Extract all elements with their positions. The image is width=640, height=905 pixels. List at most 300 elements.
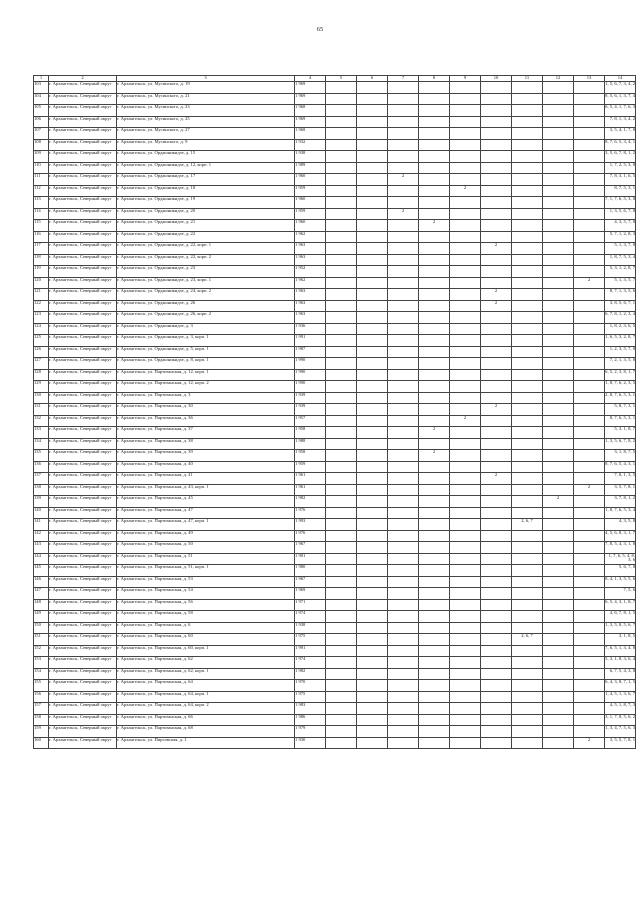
col14-cell: 4, 3, 5, 8	[605, 519, 636, 531]
col9-cell	[450, 93, 481, 105]
col11-cell	[512, 496, 543, 508]
year-cell: 1 976	[295, 507, 326, 519]
table-row	[34, 484, 636, 496]
col12-cell	[543, 588, 574, 600]
address-cell: г. Архангельск, ул. Партизанская, д. 64	[117, 680, 295, 692]
col8-cell	[419, 404, 450, 416]
address-cell: г. Архангельск, ул. Партизанская, д. 40	[117, 461, 295, 473]
col11-cell	[512, 645, 543, 657]
col6-cell	[357, 139, 388, 151]
col11-cell	[512, 553, 543, 565]
col10-cell	[481, 450, 512, 462]
table-row	[34, 185, 636, 197]
col9-cell	[450, 231, 481, 243]
col13-cell	[574, 507, 605, 519]
col9-cell	[450, 427, 481, 439]
column-header-7: 7	[388, 76, 419, 82]
district-cell: г. Архангельск, Северный округ	[49, 576, 117, 588]
year-cell: 1 959	[295, 208, 326, 220]
district-cell: г. Архангельск, Северный округ	[49, 105, 117, 117]
address-cell: г. Архангельск, ул. Партизанская, д. 3	[117, 392, 295, 404]
col6-cell	[357, 151, 388, 163]
table-row	[34, 404, 636, 416]
col12-cell	[543, 277, 574, 289]
col7-cell	[388, 139, 419, 151]
col13-cell	[574, 162, 605, 174]
col8-cell	[419, 680, 450, 692]
row-number: 156	[34, 691, 49, 703]
col5-cell	[326, 208, 357, 220]
col9-cell	[450, 369, 481, 381]
col8-cell	[419, 369, 450, 381]
col10-cell: 2	[481, 404, 512, 416]
row-number: 134	[34, 438, 49, 450]
col9-cell	[450, 507, 481, 519]
col7-cell	[388, 714, 419, 726]
col11-cell	[512, 300, 543, 312]
col9-cell	[450, 174, 481, 186]
col11-cell	[512, 208, 543, 220]
col8-cell	[419, 668, 450, 680]
col11-cell	[512, 622, 543, 634]
col6-cell	[357, 622, 388, 634]
col13-cell	[574, 381, 605, 393]
col12-cell: 2	[543, 496, 574, 508]
table-row	[34, 714, 636, 726]
col13-cell	[574, 392, 605, 404]
col13-cell	[574, 116, 605, 128]
col11-cell	[512, 576, 543, 588]
col12-cell	[543, 553, 574, 565]
col11-cell	[512, 335, 543, 347]
district-cell: г. Архангельск, Северный округ	[49, 438, 117, 450]
table-row	[34, 162, 636, 174]
col7-cell	[388, 381, 419, 393]
year-cell: 1 936	[295, 323, 326, 335]
col8-cell	[419, 519, 450, 531]
col7-cell	[388, 588, 419, 600]
table-row	[34, 599, 636, 611]
col7-cell	[388, 116, 419, 128]
row-number: 105	[34, 105, 49, 117]
col10-cell	[481, 645, 512, 657]
year-cell: 1 969	[295, 93, 326, 105]
row-number: 118	[34, 254, 49, 266]
col5-cell	[326, 737, 357, 749]
col6-cell	[357, 300, 388, 312]
year-cell: 1 930	[295, 737, 326, 749]
column-header-3: 3	[117, 76, 295, 82]
address-cell: г. Архангельск, ул. Партизанская, д. 53	[117, 576, 295, 588]
col8-cell	[419, 657, 450, 669]
col10-cell	[481, 680, 512, 692]
col14-cell: 7, 8, 1, 3, 4, 2	[605, 116, 636, 128]
address-cell: г. Архангельск, ул. Партизанская, д. 30	[117, 404, 295, 416]
col5-cell	[326, 714, 357, 726]
col11-cell	[512, 703, 543, 715]
col6-cell	[357, 185, 388, 197]
col5-cell	[326, 461, 357, 473]
col8-cell	[419, 507, 450, 519]
col6-cell	[357, 714, 388, 726]
col5-cell	[326, 93, 357, 105]
col5-cell	[326, 530, 357, 542]
col8-cell	[419, 116, 450, 128]
column-header-11: 11	[512, 76, 543, 82]
col9-cell	[450, 588, 481, 600]
col13-cell	[574, 323, 605, 335]
col13-cell	[574, 82, 605, 94]
col6-cell	[357, 404, 388, 416]
address-cell: г. Архангельск, ул. Партизанская, д. 64, корп. 2	[117, 703, 295, 715]
table-body	[34, 82, 636, 749]
col11-cell	[512, 323, 543, 335]
row-number: 143	[34, 542, 49, 554]
col5-cell	[326, 254, 357, 266]
col12-cell	[543, 415, 574, 427]
col13-cell	[574, 174, 605, 186]
col6-cell	[357, 645, 388, 657]
district-cell: г. Архангельск, Северный округ	[49, 323, 117, 335]
col12-cell	[543, 254, 574, 266]
col5-cell	[326, 726, 357, 738]
row-number: 151	[34, 634, 49, 646]
col7-cell	[388, 703, 419, 715]
col7-cell	[388, 622, 419, 634]
col13-cell	[574, 657, 605, 669]
district-cell: г. Архангельск, Северный округ	[49, 392, 117, 404]
col10-cell	[481, 335, 512, 347]
col12-cell	[543, 151, 574, 163]
col9-cell	[450, 151, 481, 163]
col8-cell	[419, 289, 450, 301]
col5-cell	[326, 105, 357, 117]
col13-cell	[574, 208, 605, 220]
col11-cell	[512, 484, 543, 496]
col11-cell	[512, 726, 543, 738]
col5-cell	[326, 415, 357, 427]
col5-cell	[326, 565, 357, 577]
col11-cell	[512, 588, 543, 600]
address-cell: г. Архангельск, ул. Мусинского, д. 23	[117, 105, 295, 117]
col14-cell: 8, 5, 6, 1, 3, 7, 4	[605, 93, 636, 105]
year-cell: 1 990	[295, 369, 326, 381]
col12-cell	[543, 197, 574, 209]
col7-cell	[388, 530, 419, 542]
district-cell: г. Архангельск, Северный округ	[49, 335, 117, 347]
col13-cell	[574, 289, 605, 301]
col7-cell	[388, 553, 419, 565]
address-cell: г. Архангельск, ул. Орджоникидзе, д. 20	[117, 208, 295, 220]
col14-cell: 1, 8, 7, 6, 2, 3, 5	[605, 381, 636, 393]
year-cell: 1 979	[295, 726, 326, 738]
col7-cell	[388, 611, 419, 623]
year-cell: 1 968	[295, 128, 326, 140]
col7-cell: 2	[388, 174, 419, 186]
col14-cell: 3, 1, 7, 8, 5, 6, 2	[605, 714, 636, 726]
year-cell: 1 974	[295, 657, 326, 669]
district-cell: г. Архангельск, Северный округ	[49, 565, 117, 577]
col10-cell	[481, 726, 512, 738]
col7-cell	[388, 438, 419, 450]
year-cell: 1 938	[295, 151, 326, 163]
row-number: 110	[34, 162, 49, 174]
col7-cell	[388, 346, 419, 358]
row-number: 114	[34, 208, 49, 220]
col14-cell: 7, 6, 5, 1, 3, 4, 8	[605, 645, 636, 657]
col10-cell	[481, 358, 512, 370]
col7-cell	[388, 404, 419, 416]
col6-cell	[357, 93, 388, 105]
col6-cell	[357, 553, 388, 565]
col9-cell	[450, 243, 481, 255]
table-row	[34, 634, 636, 646]
col14-cell: 1, 7, 6, 5, 4, 8, 3, 6	[605, 553, 636, 565]
col8-cell	[419, 346, 450, 358]
col6-cell	[357, 128, 388, 140]
col7-cell	[388, 335, 419, 347]
year-cell: 1 932	[295, 139, 326, 151]
table-row	[34, 576, 636, 588]
address-cell: г. Архангельск, ул. Орджоникидзе, д. 26	[117, 300, 295, 312]
row-number: 132	[34, 415, 49, 427]
col7-cell	[388, 496, 419, 508]
year-cell: 1 958	[295, 450, 326, 462]
address-cell: г. Архангельск, ул. Партизанская, д. 62, корп. 1	[117, 668, 295, 680]
year-cell: 1 970	[295, 680, 326, 692]
col12-cell	[543, 116, 574, 128]
table-row	[34, 381, 636, 393]
year-cell: 1 975	[295, 634, 326, 646]
address-cell: г. Архангельск, ул. Орджоникидзе, д. 17	[117, 174, 295, 186]
year-cell: 1 963	[295, 312, 326, 324]
col13-cell	[574, 450, 605, 462]
col7-cell	[388, 254, 419, 266]
col14-cell: 5, 1, 3, 5, 7	[605, 277, 636, 289]
address-cell: г. Архангельск, ул. Партизанская, д. 51	[117, 553, 295, 565]
address-cell: г. Архангельск, ул. Орджоникидзе, д. 12, корп. 1	[117, 162, 295, 174]
row-number: 150	[34, 622, 49, 634]
year-cell: 1 959	[295, 461, 326, 473]
row-number: 130	[34, 392, 49, 404]
district-cell: г. Архангельск, Северный округ	[49, 162, 117, 174]
col13-cell	[574, 542, 605, 554]
year-cell: 1 962	[295, 277, 326, 289]
year-cell: 1 982	[295, 496, 326, 508]
col6-cell	[357, 427, 388, 439]
col14-cell: 6, 5, 2, 3, 8, 1, 7	[605, 369, 636, 381]
col7-cell	[388, 726, 419, 738]
col11-cell	[512, 243, 543, 255]
col14-cell: 4, 6, 7, 8, 1, 5	[605, 611, 636, 623]
col11-cell	[512, 266, 543, 278]
address-cell: г. Архангельск, ул. Орджоникидзе, д. 5, корп. 1	[117, 346, 295, 358]
col12-cell	[543, 519, 574, 531]
district-cell: г. Архангельск, Северный округ	[49, 542, 117, 554]
col14-cell: 5, 7, 1, 2, 8, 3	[605, 231, 636, 243]
col12-cell	[543, 208, 574, 220]
col11-cell	[512, 657, 543, 669]
table-row	[34, 231, 636, 243]
row-number: 152	[34, 645, 49, 657]
row-number: 144	[34, 553, 49, 565]
col5-cell	[326, 243, 357, 255]
row-number: 159	[34, 726, 49, 738]
district-cell: г. Архангельск, Северный округ	[49, 369, 117, 381]
col5-cell	[326, 220, 357, 232]
col12-cell	[543, 93, 574, 105]
address-cell: г. Архангельск, ул. Партизанская, д. 60	[117, 634, 295, 646]
year-cell: 1 967	[295, 576, 326, 588]
year-cell: 1 960	[295, 174, 326, 186]
col8-cell	[419, 254, 450, 266]
col12-cell	[543, 484, 574, 496]
col9-cell	[450, 691, 481, 703]
col10-cell	[481, 174, 512, 186]
col14-cell: 5, 3, 1, 8, 3, 6, 4	[605, 657, 636, 669]
col10-cell	[481, 427, 512, 439]
year-cell: 1 969	[295, 82, 326, 94]
col14-cell: 3, 8, 5, 6, 7, 1	[605, 300, 636, 312]
district-cell: г. Архангельск, Северный округ	[49, 404, 117, 416]
col12-cell	[543, 657, 574, 669]
year-cell: 1 983	[295, 703, 326, 715]
row-number: 106	[34, 116, 49, 128]
col13-cell	[574, 335, 605, 347]
col8-cell	[419, 392, 450, 404]
col6-cell	[357, 507, 388, 519]
col14-cell: 3, 1, 8, 7, 5	[605, 450, 636, 462]
col13-cell	[574, 703, 605, 715]
col13-cell	[574, 197, 605, 209]
col6-cell	[357, 116, 388, 128]
col11-cell	[512, 162, 543, 174]
col11-cell	[512, 438, 543, 450]
col6-cell	[357, 484, 388, 496]
col9-cell	[450, 726, 481, 738]
table-row	[34, 415, 636, 427]
row-number: 153	[34, 657, 49, 669]
col9-cell	[450, 335, 481, 347]
district-cell: г. Архангельск, Северный округ	[49, 588, 117, 600]
table-row	[34, 243, 636, 255]
col6-cell	[357, 392, 388, 404]
col12-cell	[543, 726, 574, 738]
row-number: 137	[34, 473, 49, 485]
table-row	[34, 668, 636, 680]
col10-cell	[481, 622, 512, 634]
col11-cell	[512, 415, 543, 427]
table-row	[34, 139, 636, 151]
col14-cell: 6, 4, 3, 8, 7, 1, 5	[605, 680, 636, 692]
col10-cell	[481, 185, 512, 197]
col8-cell	[419, 611, 450, 623]
col11-cell	[512, 185, 543, 197]
district-cell: г. Архангельск, Северный округ	[49, 726, 117, 738]
address-cell: г. Архангельск, ул. Орджоникидзе, д. 19	[117, 197, 295, 209]
col7-cell	[388, 519, 419, 531]
col14-cell: 7, 1, 7, 6, 5, 3, 8	[605, 197, 636, 209]
column-header-8: 8	[419, 76, 450, 82]
row-number: 125	[34, 335, 49, 347]
year-cell: 1 971	[295, 599, 326, 611]
col11-cell	[512, 116, 543, 128]
col12-cell	[543, 369, 574, 381]
table-row	[34, 519, 636, 531]
column-header-9: 9	[450, 76, 481, 82]
col6-cell	[357, 381, 388, 393]
col11-cell	[512, 139, 543, 151]
col7-cell	[388, 277, 419, 289]
address-cell: г. Архангельск, ул. Орджоникидзе, д. 15	[117, 151, 295, 163]
col13-cell	[574, 714, 605, 726]
table-row	[34, 93, 636, 105]
col8-cell	[419, 553, 450, 565]
col10-cell	[481, 369, 512, 381]
col12-cell	[543, 358, 574, 370]
table-row	[34, 473, 636, 485]
col12-cell	[543, 300, 574, 312]
row-number: 131	[34, 404, 49, 416]
col13-cell	[574, 645, 605, 657]
col5-cell	[326, 369, 357, 381]
year-cell: 1 993	[295, 519, 326, 531]
col12-cell	[543, 174, 574, 186]
row-number: 113	[34, 197, 49, 209]
year-cell: 1 967	[295, 542, 326, 554]
address-cell: г. Архангельск, ул. Орджоникидзе, д. 23, корп. 1	[117, 277, 295, 289]
row-number: 160	[34, 737, 49, 749]
col10-cell	[481, 208, 512, 220]
col14-cell: 8, 7, 5, 3, 1	[605, 185, 636, 197]
district-cell: г. Архангельск, Северный округ	[49, 530, 117, 542]
col14-cell: 4, 5, 6, 8, 3, 1, 7	[605, 530, 636, 542]
col7-cell	[388, 542, 419, 554]
col11-cell	[512, 289, 543, 301]
col13-cell	[574, 151, 605, 163]
col9-cell	[450, 105, 481, 117]
district-cell: г. Архангельск, Северный округ	[49, 450, 117, 462]
col13-cell	[574, 243, 605, 255]
district-cell: г. Архангельск, Северный округ	[49, 82, 117, 94]
row-number: 117	[34, 243, 49, 255]
col14-cell: 1, 5, 6, 7, 3, 4, 2	[605, 82, 636, 94]
row-number: 136	[34, 461, 49, 473]
col14-cell: 7, 5, 6	[605, 588, 636, 600]
col14-cell: 1, 8, 2, 3, 6, 5	[605, 323, 636, 335]
col12-cell	[543, 162, 574, 174]
district-cell: г. Архангельск, Северный округ	[49, 473, 117, 485]
col12-cell	[543, 427, 574, 439]
col9-cell	[450, 277, 481, 289]
table-row	[34, 151, 636, 163]
row-number: 123	[34, 312, 49, 324]
col13-cell	[574, 668, 605, 680]
col9-cell	[450, 392, 481, 404]
col8-cell	[419, 565, 450, 577]
col12-cell	[543, 691, 574, 703]
col5-cell	[326, 657, 357, 669]
col8-cell	[419, 162, 450, 174]
col9-cell	[450, 668, 481, 680]
row-number: 103	[34, 82, 49, 94]
address-cell: г. Архангельск, ул. Орджоникидзе, д. 3, корп. 1	[117, 335, 295, 347]
col14-cell: 5, 3, 1, 8, 7	[605, 427, 636, 439]
col10-cell	[481, 461, 512, 473]
district-cell: г. Архангельск, Северный округ	[49, 519, 117, 531]
col5-cell	[326, 404, 357, 416]
col11-cell	[512, 737, 543, 749]
